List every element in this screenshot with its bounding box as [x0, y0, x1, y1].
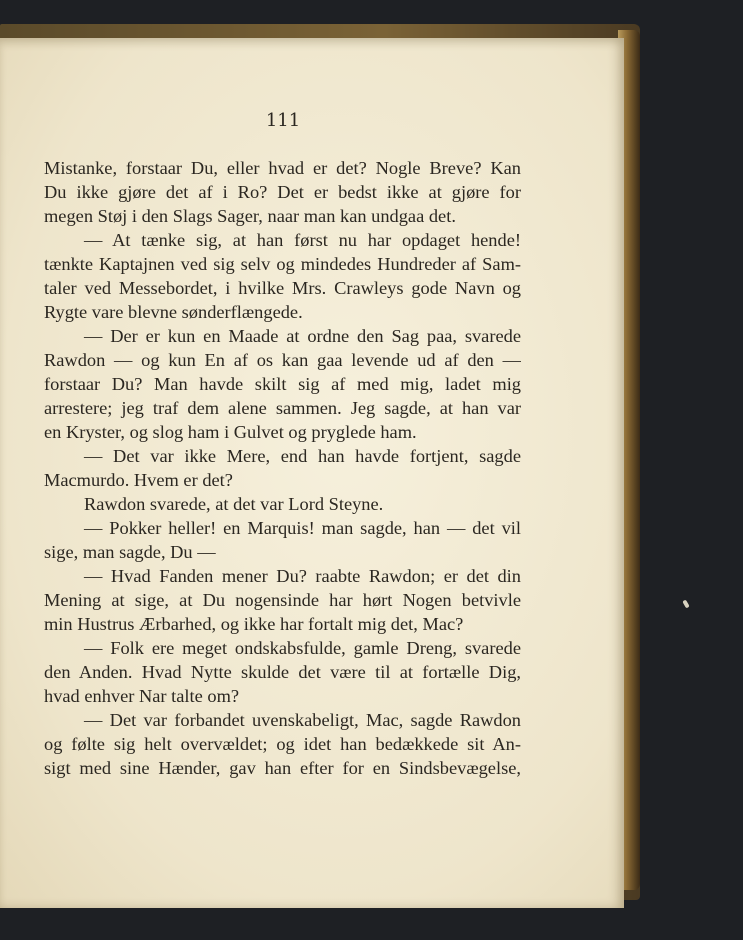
text-line: forstaar Du? Man havde skilt sig af med mig, ladet mig	[44, 374, 521, 394]
text-line: — Der er kun en Maade at ordne den Sag paa, svarede	[84, 326, 521, 346]
text-line: tænkte Kaptajnen ved sig selv og mindedes Hundreder af Sam-	[44, 254, 521, 274]
page-number: 111	[265, 110, 301, 131]
text-line: — Hvad Fanden mener Du? raabte Rawdon; er det din	[84, 566, 521, 586]
text-line: en Kryster, og slog ham i Gulvet og pryglede ham.	[44, 422, 417, 442]
book-page	[0, 38, 624, 908]
background-speck	[682, 600, 689, 609]
text-line: Du ikke gjøre det af i Ro? Det er bedst ikke at gjøre for	[44, 182, 521, 202]
text-line: den Anden. Hvad Nytte skulde det være til at fortælle Dig,	[44, 662, 521, 682]
text-line: Mening at sige, at Du nogensinde har hørt Nogen betvivle	[44, 590, 521, 610]
text-line: — Det var ikke Mere, end han havde fortjent, sagde	[84, 446, 521, 466]
text-line: Rawdon — og kun En af os kan gaa levende ud af den —	[44, 350, 521, 370]
text-line: Mistanke, forstaar Du, eller hvad er det? Nogle Breve? Kan	[44, 158, 521, 178]
text-line: — Folk ere meget ondskabsfulde, gamle Dreng, svarede	[84, 638, 521, 658]
text-line: sigt med sine Hænder, gav han efter for en Sindsbevægelse,	[44, 758, 521, 778]
text-line: — Pokker heller! en Marquis! man sagde, han — det vil	[84, 518, 521, 538]
text-line: og følte sig helt overvældet; og idet han bedækkede sit An-	[44, 734, 521, 754]
text-line: Macmurdo. Hvem er det?	[44, 470, 233, 490]
text-line: Rygte vare blevne sønderflængede.	[44, 302, 303, 322]
text-line: taler ved Messebordet, i hvilke Mrs. Crawleys gode Navn og	[44, 278, 521, 298]
body-text	[44, 156, 521, 780]
text-line: — At tænke sig, at han først nu har opdaget hende!	[84, 230, 521, 250]
text-line: megen Støj i den Slags Sager, naar man kan undgaa det.	[44, 206, 456, 226]
text-line: sige, man sagde, Du —	[44, 542, 216, 562]
text-line: Rawdon svarede, at det var Lord Steyne.	[84, 494, 384, 514]
text-line: hvad enhver Nar talte om?	[44, 686, 240, 706]
text-line: min Hustrus Ærbarhed, og ikke har fortalt mig det, Mac?	[44, 614, 464, 634]
text-line: — Det var forbandet uvenskabeligt, Mac, sagde Rawdon	[84, 710, 521, 730]
text-line: arrestere; jeg traf dem alene sammen. Jeg sagde, at han var	[44, 398, 521, 418]
